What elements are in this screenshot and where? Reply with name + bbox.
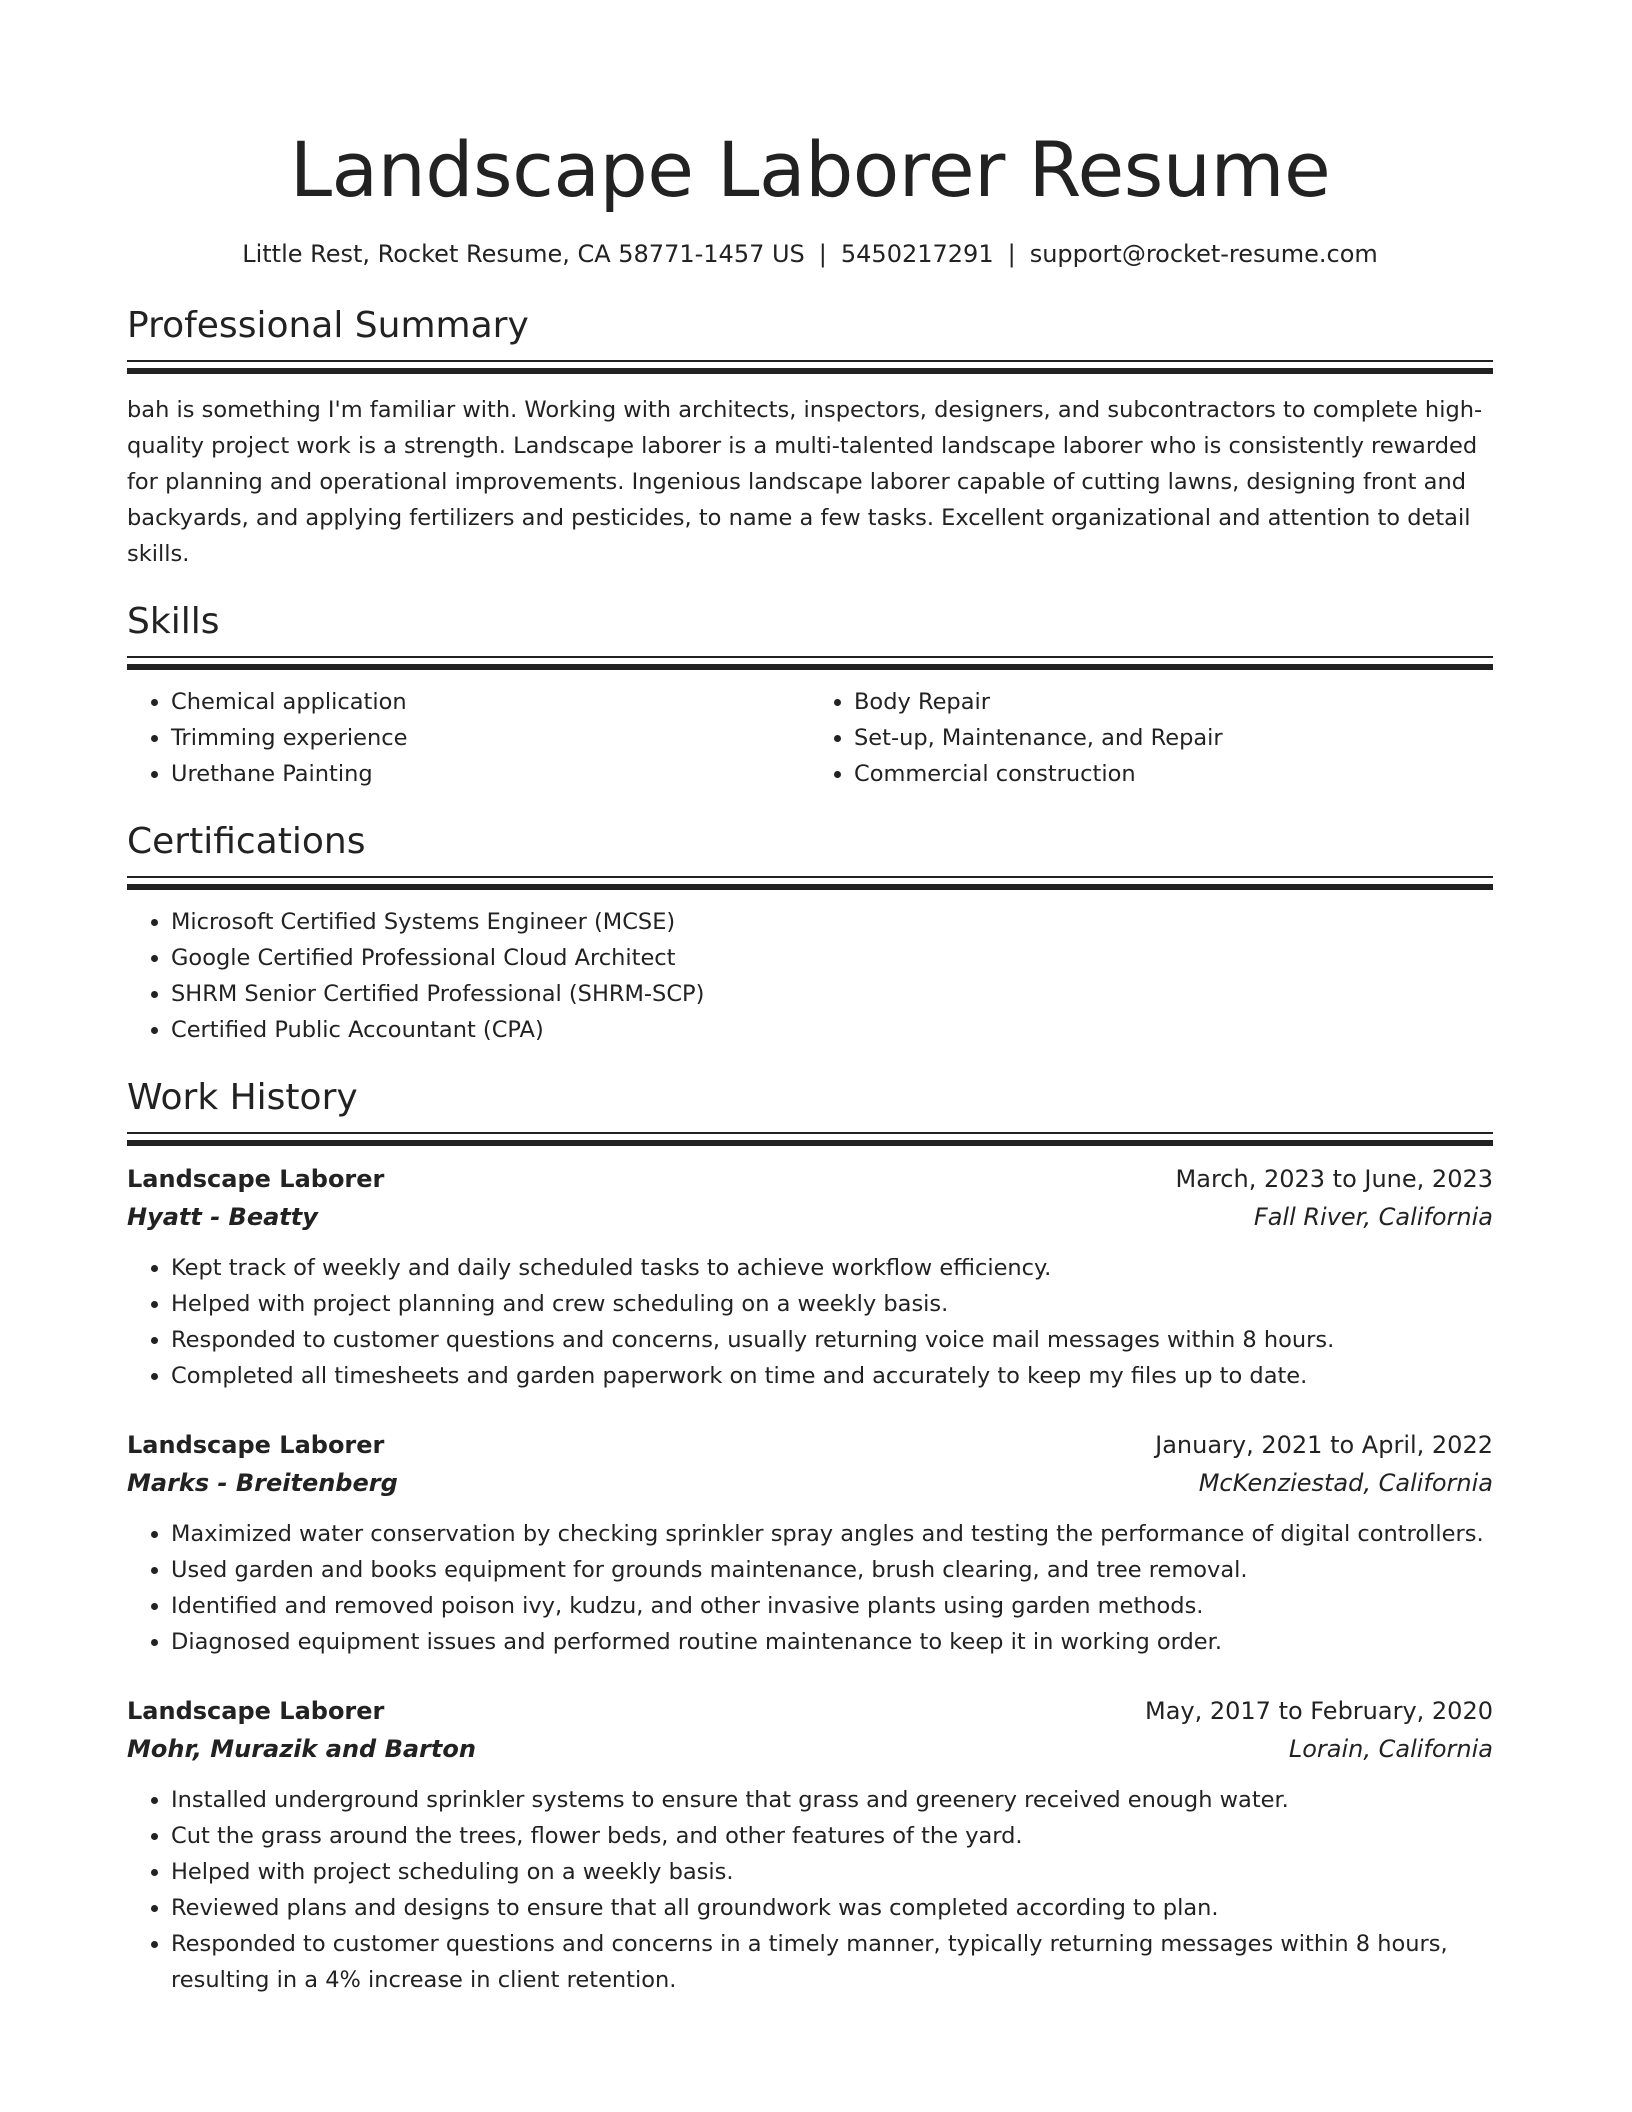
job-bullet: • Installed underground sprinkler systems to ensure that grass and greenery received enough water.: [171, 1782, 1493, 1818]
work-history-heading: Work History: [127, 1077, 358, 1118]
job-bullet: • Completed all timesheets and garden paperwork on time and accurately to keep my files up to date.: [171, 1358, 1493, 1394]
job-bullet: • Diagnosed equipment issues and performed routine maintenance to keep it in working order.: [171, 1624, 1493, 1660]
section-divider-thick: [127, 664, 1493, 670]
job-title-row: [127, 1426, 1493, 1464]
job-bullet: • Used garden and books equipment for grounds maintenance, brush clearing, and tree removal.: [171, 1552, 1493, 1588]
contact-separator: |: [1007, 240, 1016, 268]
job-title-row: [127, 1692, 1493, 1730]
job-dates: May, 2017 to February, 2020: [1145, 1697, 1493, 1725]
skills-list-left: [127, 684, 810, 792]
job-company-row: [127, 1730, 1493, 1768]
resume-page: [127, 0, 1493, 1998]
job-location: McKenziestad, California: [1198, 1469, 1493, 1497]
section-divider-thick: [127, 368, 1493, 374]
job-title: Landscape Laborer: [127, 1165, 385, 1193]
certification-item: • SHRM Senior Certified Professional (SHRM-SCP): [171, 976, 1493, 1012]
section-divider-thin: [127, 360, 1493, 362]
job-location: Fall River, California: [1253, 1203, 1493, 1231]
job-bullet: • Maximized water conservation by checking sprinkler spray angles and testing the performance of digital controllers.: [171, 1516, 1493, 1552]
job-company: Mohr, Murazik and Barton: [127, 1735, 476, 1763]
job-dates: January, 2021 to April, 2022: [1155, 1431, 1493, 1459]
section-divider-thick: [127, 1140, 1493, 1146]
job-company-row: [127, 1464, 1493, 1502]
certifications-section: [127, 820, 1493, 1048]
contact-address: Little Rest, Rocket Resume, CA 58771-1457 US: [242, 240, 805, 268]
summary-heading: Professional Summary: [127, 305, 529, 346]
job-company-row: [127, 1198, 1493, 1236]
certifications-heading: Certifications: [127, 821, 366, 862]
section-divider-thin: [127, 1132, 1493, 1134]
job-company: Hyatt - Beatty: [127, 1203, 318, 1231]
skill-item: • Body Repair: [854, 684, 1493, 720]
contact-separator: |: [818, 240, 827, 268]
skills-heading: Skills: [127, 601, 220, 642]
skills-columns: [127, 684, 1493, 792]
job-bullet: • Helped with project planning and crew scheduling on a weekly basis.: [171, 1286, 1493, 1322]
contact-line: [127, 238, 1493, 270]
contact-email: support@rocket-resume.com: [1029, 240, 1378, 268]
certifications-list: [127, 904, 1493, 1048]
job-location: Lorain, California: [1288, 1735, 1493, 1763]
job-bullet: • Cut the grass around the trees, flower beds, and other features of the yard.: [171, 1818, 1493, 1854]
job-bullet: • Reviewed plans and designs to ensure that all groundwork was completed according to plan.: [171, 1890, 1493, 1926]
skill-item: • Commercial construction: [854, 756, 1493, 792]
skill-item: • Trimming experience: [171, 720, 810, 756]
job-bullet: • Responded to customer questions and concerns in a timely manner, typically returning messages within 8 hours, resulting in a 4% increase in client retention.: [171, 1926, 1493, 1998]
certification-item: • Microsoft Certified Systems Engineer (MCSE): [171, 904, 1493, 940]
job-title: Landscape Laborer: [127, 1697, 385, 1725]
job-bullet: • Identified and removed poison ivy, kudzu, and other invasive plants using garden methods.: [171, 1588, 1493, 1624]
summary-text: bah is something I'm familiar with. Working with architects, inspectors, designers, and subcontractors to complete high-quality project work is a strength. Landscape laborer is a multi-talented landscape laborer who is consistently rewarded for planning and operational improvements. Ingenious landscape laborer capable of cutting lawns, designing front and backyards, and applying fertilizers and pesticides, to name a few tasks. Excellent organizational and attention to detail skills.: [127, 397, 1483, 567]
skills-list-right: [810, 684, 1493, 792]
section-divider-thin: [127, 656, 1493, 658]
certification-item: • Google Certified Professional Cloud Architect: [171, 940, 1493, 976]
job-entry: [127, 1692, 1493, 1998]
skill-item: • Chemical application: [171, 684, 810, 720]
job-dates: March, 2023 to June, 2023: [1175, 1165, 1493, 1193]
job-bullets: [127, 1782, 1493, 1998]
resume-title: Landscape Laborer Resume: [289, 125, 1331, 214]
job-entry: [127, 1426, 1493, 1660]
summary-section: [127, 304, 1493, 572]
contact-phone: 5450217291: [840, 240, 994, 268]
certification-item: • Certified Public Accountant (CPA): [171, 1012, 1493, 1048]
skills-section: [127, 600, 1493, 792]
section-divider-thick: [127, 884, 1493, 890]
skill-item: • Urethane Painting: [171, 756, 810, 792]
job-company: Marks - Breitenberg: [127, 1469, 398, 1497]
job-title: Landscape Laborer: [127, 1431, 385, 1459]
work-history-section: [127, 1076, 1493, 1998]
job-entry: [127, 1160, 1493, 1394]
job-bullets: [127, 1250, 1493, 1394]
job-title-row: [127, 1160, 1493, 1198]
job-bullets: [127, 1516, 1493, 1660]
section-divider-thin: [127, 876, 1493, 878]
job-bullet: • Helped with project scheduling on a weekly basis.: [171, 1854, 1493, 1890]
job-bullet: • Kept track of weekly and daily scheduled tasks to achieve workflow efficiency.: [171, 1250, 1493, 1286]
job-bullet: • Responded to customer questions and concerns, usually returning voice mail messages within 8 hours.: [171, 1322, 1493, 1358]
skill-item: • Set-up, Maintenance, and Repair: [854, 720, 1493, 756]
